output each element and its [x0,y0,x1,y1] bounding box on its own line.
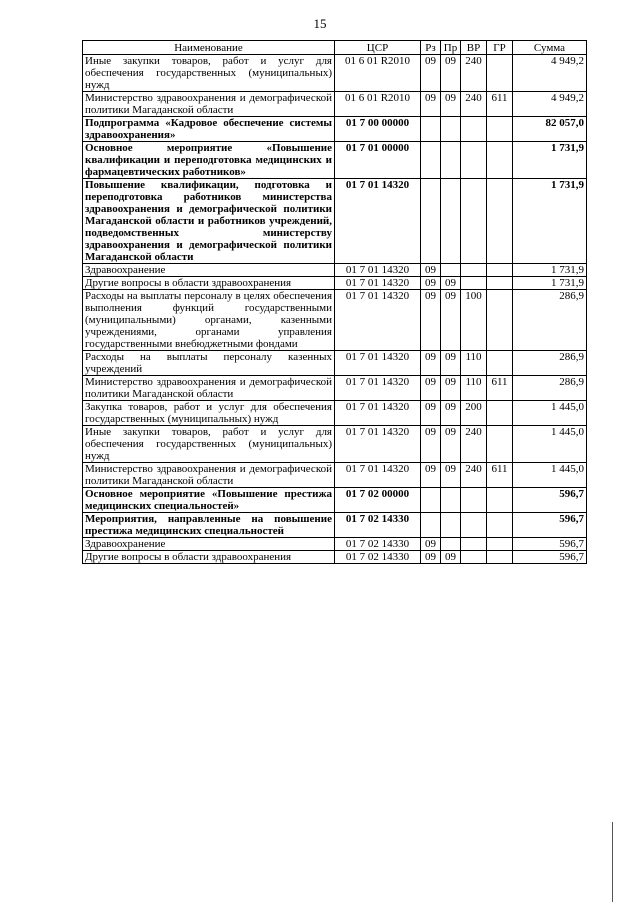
cell-pr [441,117,461,142]
cell-gr [487,117,513,142]
cell-vr [461,551,487,564]
table-row [83,55,587,92]
cell-name: Министерство здравоохранения и демографической политики Магаданской области [83,92,335,117]
table-row [83,463,587,488]
cell-gr [487,290,513,351]
cell-csr: 01 7 02 14330 [335,513,421,538]
cell-name: Министерство здравоохранения и демографической политики Магаданской области [83,376,335,401]
cell-rz: 09 [421,401,441,426]
cell-rz [421,179,441,264]
table-row [83,551,587,564]
cell-sum: 286,9 [513,351,587,376]
cell-gr [487,426,513,463]
cell-rz: 09 [421,538,441,551]
cell-pr: 09 [441,92,461,117]
header-vr: ВР [461,41,487,55]
cell-csr: 01 6 01 R2010 [335,92,421,117]
cell-sum: 4 949,2 [513,92,587,117]
cell-csr: 01 6 01 R2010 [335,55,421,92]
cell-name: Здравоохранение [83,538,335,551]
cell-pr [441,513,461,538]
cell-sum: 286,9 [513,376,587,401]
cell-pr: 09 [441,401,461,426]
cell-pr: 09 [441,551,461,564]
table-row [83,92,587,117]
cell-name: Повышение квалификации, подготовка и переподготовка работников министерства здравоохранения и демографической политики Магаданской области и работников учреждений, подведомственных министерству здравоохранения и демографической политики Магаданской области [83,179,335,264]
cell-vr [461,117,487,142]
cell-name: Подпрограмма «Кадровое обеспечение системы здравоохранения» [83,117,335,142]
cell-rz: 09 [421,290,441,351]
cell-vr [461,488,487,513]
cell-gr [487,551,513,564]
cell-name: Министерство здравоохранения и демографической политики Магаданской области [83,463,335,488]
cell-pr [441,264,461,277]
cell-csr: 01 7 01 14320 [335,426,421,463]
cell-gr [487,55,513,92]
cell-pr: 09 [441,55,461,92]
cell-name: Мероприятия, направленные на повышение престижа медицинских специальностей [83,513,335,538]
cell-sum: 596,7 [513,551,587,564]
table-row [83,179,587,264]
cell-rz [421,513,441,538]
cell-name: Закупка товаров, работ и услуг для обеспечения государственных (муниципальных) нужд [83,401,335,426]
cell-csr: 01 7 01 14320 [335,277,421,290]
cell-rz: 09 [421,92,441,117]
cell-csr: 01 7 02 14330 [335,538,421,551]
cell-pr [441,488,461,513]
cell-gr [487,142,513,179]
cell-pr: 09 [441,351,461,376]
header-pr: Пр [441,41,461,55]
cell-gr [487,179,513,264]
cell-sum: 286,9 [513,290,587,351]
cell-name: Основное мероприятие «Повышение престижа медицинских специальностей» [83,488,335,513]
cell-pr: 09 [441,426,461,463]
cell-vr [461,538,487,551]
cell-vr [461,179,487,264]
cell-csr: 01 7 01 14320 [335,463,421,488]
cell-pr [441,179,461,264]
header-rz: Рз [421,41,441,55]
table-header-row [83,41,587,55]
table-row [83,277,587,290]
cell-rz [421,117,441,142]
cell-gr [487,513,513,538]
cell-name: Другие вопросы в области здравоохранения [83,551,335,564]
cell-sum: 1 445,0 [513,463,587,488]
cell-vr: 110 [461,376,487,401]
cell-rz: 09 [421,376,441,401]
cell-rz: 09 [421,426,441,463]
cell-pr: 09 [441,463,461,488]
cell-sum: 596,7 [513,538,587,551]
header-gr: ГР [487,41,513,55]
cell-sum: 596,7 [513,488,587,513]
cell-csr: 01 7 01 00000 [335,142,421,179]
cell-pr [441,142,461,179]
cell-csr: 01 7 02 00000 [335,488,421,513]
cell-gr: 611 [487,463,513,488]
table-row [83,351,587,376]
cell-sum: 1 731,9 [513,277,587,290]
cell-gr [487,277,513,290]
cell-rz: 09 [421,55,441,92]
cell-name: Основное мероприятие «Повышение квалификации и переподготовка медицинских и фармацевтических работников» [83,142,335,179]
cell-gr: 611 [487,376,513,401]
header-csr: ЦСР [335,41,421,55]
table-row [83,117,587,142]
cell-csr: 01 7 01 14320 [335,290,421,351]
cell-csr: 01 7 01 14320 [335,401,421,426]
cell-vr: 240 [461,92,487,117]
table-row [83,290,587,351]
table-row [83,538,587,551]
cell-vr [461,264,487,277]
cell-sum: 82 057,0 [513,117,587,142]
cell-csr: 01 7 01 14320 [335,376,421,401]
table-row [83,264,587,277]
cell-rz: 09 [421,351,441,376]
cell-name: Здравоохранение [83,264,335,277]
cell-rz: 09 [421,551,441,564]
cell-name: Иные закупки товаров, работ и услуг для обеспечения государственных (муниципальных) нужд [83,55,335,92]
table-row [83,426,587,463]
cell-rz: 09 [421,463,441,488]
cell-rz: 09 [421,277,441,290]
cell-gr [487,488,513,513]
cell-vr: 200 [461,401,487,426]
cell-gr [487,401,513,426]
cell-sum: 1 445,0 [513,401,587,426]
cell-gr: 611 [487,92,513,117]
cell-csr: 01 7 01 14320 [335,351,421,376]
cell-vr: 110 [461,351,487,376]
table-row [83,488,587,513]
cell-sum: 1 445,0 [513,426,587,463]
table-row [83,401,587,426]
page-number: 15 [313,16,327,31]
cell-name: Другие вопросы в области здравоохранения [83,277,335,290]
cell-name: Иные закупки товаров, работ и услуг для обеспечения государственных (муниципальных) нужд [83,426,335,463]
header-name: Наименование [83,41,335,55]
table-row [83,513,587,538]
cell-gr [487,264,513,277]
cell-rz: 09 [421,264,441,277]
cell-csr: 01 7 00 00000 [335,117,421,142]
budget-table [82,40,587,564]
cell-csr: 01 7 02 14330 [335,551,421,564]
cell-sum: 4 949,2 [513,55,587,92]
cell-pr [441,538,461,551]
cell-pr: 09 [441,376,461,401]
cell-vr: 100 [461,290,487,351]
header-sum: Сумма [513,41,587,55]
table-row [83,142,587,179]
cell-gr [487,538,513,551]
cell-gr [487,351,513,376]
cell-rz [421,488,441,513]
cell-sum: 1 731,9 [513,264,587,277]
cell-sum: 1 731,9 [513,179,587,264]
margin-line [612,822,613,902]
cell-name: Расходы на выплаты персоналу казенных учреждений [83,351,335,376]
cell-sum: 1 731,9 [513,142,587,179]
cell-vr: 240 [461,55,487,92]
cell-vr [461,142,487,179]
cell-pr: 09 [441,277,461,290]
cell-rz [421,142,441,179]
cell-vr: 240 [461,426,487,463]
cell-name: Расходы на выплаты персоналу в целях обеспечения выполнения функций государственными (муниципальными) органами, казенными учреждениями, органами управления государственными внебюджетными фондами [83,290,335,351]
cell-sum: 596,7 [513,513,587,538]
cell-csr: 01 7 01 14320 [335,264,421,277]
cell-vr: 240 [461,463,487,488]
cell-pr: 09 [441,290,461,351]
table-row [83,376,587,401]
table-body [83,55,587,564]
cell-csr: 01 7 01 14320 [335,179,421,264]
cell-vr [461,513,487,538]
cell-vr [461,277,487,290]
